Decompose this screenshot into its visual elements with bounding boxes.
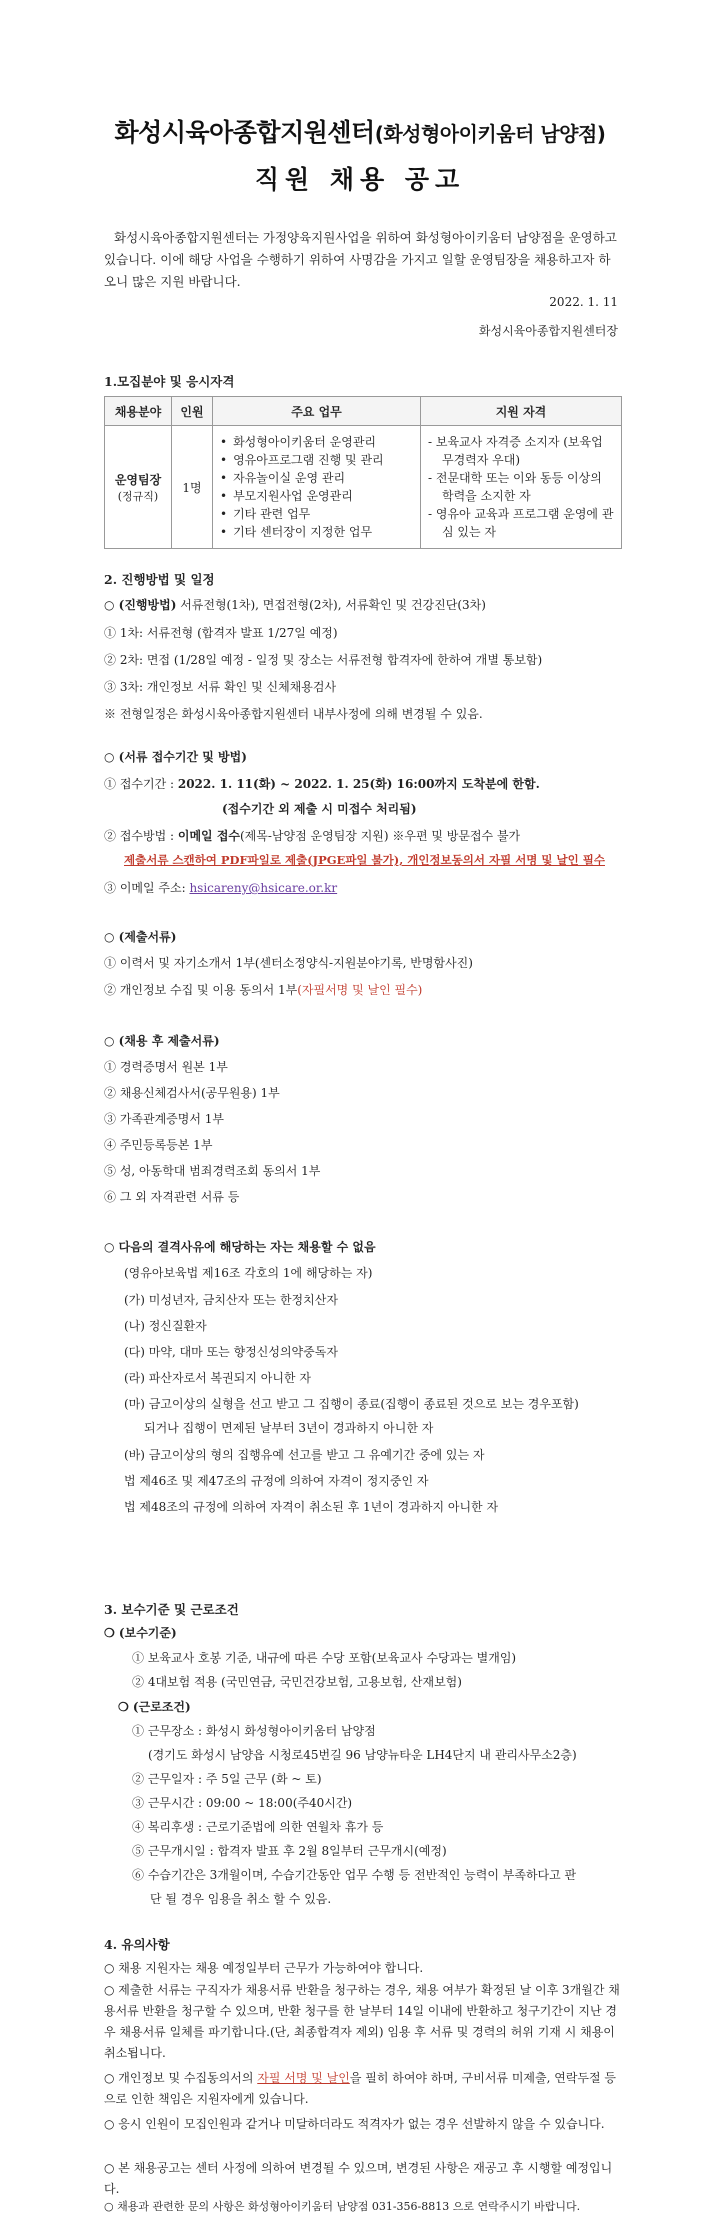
docs-item-2-text: ② 개인정보 수집 및 이용 동의서 1부 [104, 983, 298, 997]
section-2-heading: 2. 진행방법 및 일정 [104, 572, 215, 587]
col-header-field: 채용분야 [105, 397, 172, 426]
receipt-period-note: (접수기간 외 제출 시 미접수 처리됨) [222, 802, 417, 816]
duty-item: • 기타 관련 업무 [220, 505, 413, 523]
cell-duties [213, 426, 421, 549]
col-header-count: 인원 [172, 397, 213, 426]
qual-item: - 영유아 교육과 프로그램 운영에 관심 있는 자 [428, 507, 614, 539]
qual-item: - 전문대학 또는 이와 동등 이상의 학력을 소지한 자 [428, 471, 602, 503]
receipt-method-note: (제목-남양점 운영팀장 지원) ※우편 및 방문접수 불가 [240, 829, 521, 843]
recruit-table [104, 396, 622, 549]
email-label: ③ 이메일 주소: [104, 881, 190, 895]
list-item: (나) 정신질환자 [124, 1319, 207, 1333]
receipt-period-label: ① 접수기간 : [104, 777, 178, 791]
process-text: 서류전형(1차), 면접전형(2차), 서류확인 및 건강진단(3차) [176, 598, 486, 612]
notice-item-3-a: ○ 개인정보 및 수집동의서의 [104, 2071, 258, 2085]
disqualify-heading: ○ 다음의 결격사유에 해당하는 자는 채용할 수 없음 [104, 1240, 376, 1254]
notice-item-6: ○ 채용과 관련한 문의 사항은 화성형아이키움터 남양점 031-356-8813 으로 연락주시기 바랍니다. [104, 2200, 581, 2213]
schedule-note: ※ 전형일정은 화성시육아종합지원센터 내부사정에 의해 변경될 수 있음. [104, 707, 483, 721]
list-item: (다) 마약, 대마 또는 향정신성의약중독자 [124, 1345, 338, 1359]
email-line [104, 879, 337, 896]
schedule-step-2: ② 2차: 면접 (1/28일 예정 - 일정 및 장소는 서류전형 합격자에 한하여 개별 통보함) [104, 653, 543, 667]
notice-item-3-c: 을 필히 하여야 하며, 구비서류 미제출, 연락두절 등으로 인한 책임은 지원자에게 있습니다. [104, 2071, 617, 2106]
receipt-period [104, 775, 540, 792]
list-item: ② 근무일자 : 주 5일 근무 (화 ~ 토) [132, 1772, 322, 1786]
cell-quals [421, 426, 622, 549]
list-item: (바) 금고이상의 형의 집행유예 선고를 받고 그 유예기간 중에 있는 자 [124, 1448, 485, 1462]
list-item: 법 제48조의 규정에 의하여 자격이 취소된 후 1년이 경과하지 아니한 자 [124, 1500, 499, 1514]
list-item: ① 근무장소 : 화성시 화성형아이키움터 남양점 [132, 1724, 376, 1738]
title-main: 화성시육아종합지원센터 [114, 118, 375, 147]
receipt-heading: ○ (서류 접수기간 및 방법) [104, 750, 247, 764]
receipt-warning: 제출서류 스캔하여 PDF파일로 제출(JPGE파일 불가), 개인정보동의서 자필 서명 및 날인 필수 [124, 853, 605, 867]
work-heading: ❍ (근로조건) [118, 1700, 191, 1714]
table-row [105, 426, 622, 549]
notice-date: 2022. 1. 11 [549, 295, 618, 309]
title-sub: (화성형아이키움터 남양점) [374, 122, 606, 146]
docs-heading: ○ (제출서류) [104, 930, 177, 944]
field-sub: (정규직) [117, 489, 159, 503]
list-item: (경기도 화성시 남양읍 시청로45번길 96 남양뉴타운 LH4단지 내 관리사무소2층) [148, 1748, 577, 1762]
list-item: ④ 복리후생 : 근로기준법에 의한 연월차 휴가 등 [132, 1820, 384, 1834]
docs-item-2 [104, 981, 422, 998]
section-3-heading: 3. 보수기준 및 근로조건 [104, 1602, 239, 1617]
list-item: (영유아보육법 제16조 각호의 1에 해당하는 자) [124, 1266, 373, 1280]
duty-item: • 자유놀이실 운영 관리 [220, 469, 413, 487]
notice-item-5: ○ 본 채용공고는 센터 사정에 의하여 변경될 수 있으며, 변경된 사항은 재공고 후 시행할 예정입니다. [104, 2161, 613, 2196]
list-item: ① 경력증명서 원본 1부 [104, 1060, 228, 1074]
field-name: 운영팀장 [114, 472, 162, 487]
list-item: (가) 미성년자, 금치산자 또는 한정치산자 [124, 1293, 338, 1307]
col-header-duties: 주요 업무 [213, 397, 421, 426]
list-item: ⑤ 근무개시일 : 합격자 발표 후 2월 8일부터 근무개시(예정) [132, 1844, 447, 1858]
docs-item-2-note: (자필서명 및 날인 필수) [297, 983, 423, 997]
list-item: ③ 근무시간 : 09:00 ~ 18:00(주40시간) [132, 1796, 353, 1810]
list-item: ⑤ 성, 아동학대 범죄경력조회 동의서 1부 [104, 1164, 321, 1178]
notice-org: 화성시육아종합지원센터장 [478, 324, 618, 338]
process-label: ○ (진행방법) [104, 598, 177, 612]
qual-item: - 보육교사 자격증 소지자 (보육업무경력자 우대) [428, 435, 603, 467]
schedule-step-1: ① 1차: 서류전형 (합격자 발표 1/27일 예정) [104, 626, 338, 640]
cell-field [105, 426, 172, 549]
page-title [0, 113, 720, 149]
notice-item-4: ○ 응시 인원이 모집인원과 같거나 미달하더라도 적격자가 없는 경우 선발하지 않을 수 있습니다. [104, 2117, 605, 2131]
cell-count: 1명 [172, 426, 213, 549]
list-item: ④ 주민등록등본 1부 [104, 1138, 213, 1152]
duty-item: • 부모지원사업 운영관리 [220, 487, 413, 505]
section-1-heading: 1.모집분야 및 응시자격 [104, 374, 235, 389]
notice-item-3 [104, 2068, 622, 2110]
list-item: ② 4대보험 적용 (국민연금, 국민건강보험, 고용보험, 산재보험) [132, 1675, 462, 1689]
email-link[interactable]: hsicareny@hsicare.or.kr [189, 881, 338, 895]
list-item: ① 보육교사 호봉 기준, 내규에 따른 수당 포함(보육교사 수당과는 별개임) [132, 1651, 517, 1665]
col-header-quals: 지원 자격 [421, 397, 622, 426]
list-item: ③ 가족관계증명서 1부 [104, 1112, 225, 1126]
list-item: ② 채용신체검사서(공무원용) 1부 [104, 1086, 280, 1100]
process-line [104, 596, 486, 613]
schedule-step-3: ③ 3차: 개인정보 서류 확인 및 신체채용검사 [104, 680, 337, 694]
list-item: (마) 금고이상의 실형을 선고 받고 그 집행이 종료(집행이 종료된 것으로 보는 경우포함) [124, 1397, 579, 1411]
list-item: 되거나 집행이 면제된 날부터 3년이 경과하지 아니한 자 [144, 1421, 434, 1435]
page-subtitle: 직원 채용 공고 [254, 165, 466, 194]
intro-paragraph: 화성시육아종합지원센터는 가정양육지원사업을 위하여 화성형아이키움터 남양점을 운영하고 있습니다. 이에 해당 사업을 수행하기 위하여 사명감을 가지고 일할 운영팀장을 채용하고자 하오니 많은 지원 바랍니다. [104, 230, 617, 289]
pay-heading: ❍ (보수기준) [104, 1626, 177, 1640]
duty-item: • 화성형아이키움터 운영관리 [220, 433, 413, 451]
list-item: ⑥ 그 외 자격관련 서류 등 [104, 1190, 240, 1204]
duty-item: • 영유아프로그램 진행 및 관리 [220, 451, 413, 469]
receipt-method [104, 827, 520, 844]
notice-item-2: ○ 제출한 서류는 구직자가 채용서류 반환을 청구하는 경우, 채용 여부가 확정된 날 이후 3개월간 채용서류 반환을 청구할 수 있으며, 반환 청구를 한 날부터 14일 이내에 반환하고 청구기간이 지난 경우 채용서류 일체를 파기합니다.(단, 최종합격자 제외) 임용 후 서류 및 경력의 허위 기재 시 채용이 취소됩니다. [104, 1983, 620, 2060]
receipt-method-label: ② 접수방법 : [104, 829, 178, 843]
post-docs-heading: ○ (채용 후 제출서류) [104, 1034, 220, 1048]
section-4-heading: 4. 유의사항 [104, 1937, 170, 1952]
list-item: ⑥ 수습기간은 3개월이며, 수습기간동안 업무 수행 등 전반적인 능력이 부족하다고 판 [132, 1868, 577, 1882]
receipt-period-value: 2022. 1. 11(화) ~ 2022. 1. 25(화) 16:00까지 도착분에 한함. [177, 777, 540, 791]
duty-item: • 기타 센터장이 지정한 업무 [220, 523, 413, 541]
list-item: (라) 파산자로서 복권되지 아니한 자 [124, 1371, 311, 1385]
list-item: 단 될 경우 임용을 취소 할 수 있음. [150, 1892, 332, 1906]
notice-item-1: ○ 채용 지원자는 채용 예정일부터 근무가 가능하여야 합니다. [104, 1961, 424, 1975]
notice-item-3-highlight: 자필 서명 및 날인 [257, 2071, 350, 2085]
receipt-method-value: 이메일 접수 [177, 829, 240, 843]
list-item: 법 제46조 및 제47조의 규정에 의하여 자격이 정지중인 자 [124, 1474, 429, 1488]
docs-item-1: ① 이력서 및 자기소개서 1부(센터소정양식-지원분야기록, 반명함사진) [104, 956, 473, 970]
